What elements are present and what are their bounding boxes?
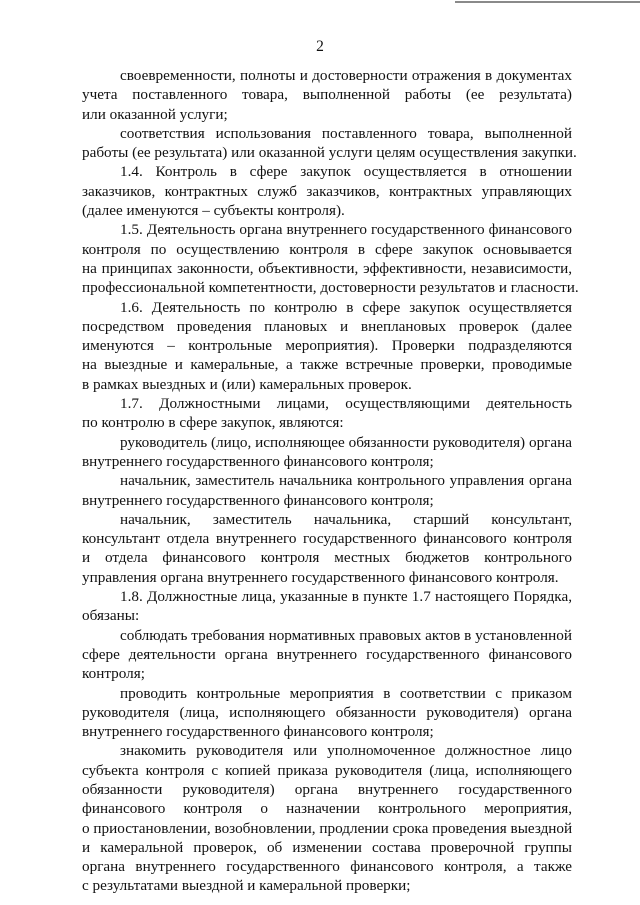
text-line: начальник, заместитель начальника, старший консультант, (120, 510, 572, 528)
text-line: заказчиков, контрактных служб заказчиков, контрактных управляющих (82, 182, 572, 200)
text-line: консультант отдела внутреннего государственного финансового контроля (82, 530, 572, 548)
text-line: 1.4. Контроль в сфере закупок осуществляется в отношении (120, 163, 572, 181)
text-line: о приостановлении, возобновлении, продлении срока проведения выездной (82, 819, 573, 837)
page-number: 2 (316, 38, 324, 55)
text-line: на выездные и камеральные, а также встречные проверки, проводимые (82, 356, 572, 374)
text-line: 1.6. Деятельность по контролю в сфере закупок осуществляется (120, 298, 572, 316)
text-line: посредством проведения плановых и внеплановых проверок (далее (82, 317, 572, 335)
text-line: на принципах законности, объективности, эффективности, независимости, (82, 259, 572, 277)
text-line: с результатами выездной и камеральной проверки; (82, 877, 411, 895)
text-line: внутреннего государственного финансового контроля; (82, 491, 434, 509)
document-body (82, 66, 579, 896)
text-line: по контролю в сфере закупок, являются: (82, 414, 344, 432)
text-line: 1.8. Должностные лица, указанные в пункте 1.7 настоящего Порядка, (120, 588, 572, 606)
text-line: органа внутреннего государственного финансового контроля, а также (82, 858, 572, 876)
text-line: работы (ее результата) или оказанной услуги целям осуществления закупки. (82, 144, 577, 162)
text-line: 1.7. Должностными лицами, осуществляющими деятельность (120, 395, 572, 413)
text-line: руководителя (лица, исполняющего обязанности руководителя) органа (82, 703, 572, 721)
text-line: внутреннего государственного финансового контроля; (82, 452, 434, 470)
text-line: и камеральной проверок, об изменении состава проверочной группы (82, 838, 572, 856)
text-line: именуются – контрольные мероприятия). Проверки подразделяются (82, 337, 572, 355)
text-line: или оказанной услуги; (82, 105, 228, 123)
text-line: соблюдать требования нормативных правовых актов в установленной (120, 626, 572, 644)
text-line: соответствия использования поставленного товара, выполненной (120, 124, 572, 142)
text-line: и отдела финансового контроля местных бюджетов контрольного (82, 549, 572, 567)
text-line: своевременности, полноты и достоверности отражения в документах (120, 67, 572, 84)
text-line: начальник, заместитель начальника контрольного управления органа (120, 472, 572, 490)
text-line: профессиональной компетентности, достоверности результатов и гласности. (82, 279, 579, 297)
text-line: обязаны: (82, 607, 140, 625)
text-line: обязанности руководителя) органа внутреннего государственного (82, 780, 572, 798)
text-line: финансового контроля о назначении контрольного мероприятия, (82, 800, 572, 818)
text-line: контроля; (82, 665, 145, 683)
text-line: проводить контрольные мероприятия в соответствии с приказом (120, 684, 572, 702)
text-line: контроля по осуществлению контроля в сфере закупок основывается (82, 240, 572, 258)
text-line: в рамках выездных и (или) камеральных проверок. (82, 375, 412, 393)
text-line: знакомить руководителя или уполномоченное должностное лицо (120, 742, 572, 760)
text-line: внутреннего государственного финансового контроля; (82, 723, 434, 741)
text-line: 1.5. Деятельность органа внутреннего государственного финансового (120, 221, 572, 239)
text-line: (далее именуются – субъекты контроля). (82, 202, 345, 220)
text-line: сфере деятельности органа внутреннего государственного финансового (82, 645, 572, 663)
text-line: субъекта контроля с копией приказа руководителя (лица, исполняющего (82, 761, 572, 779)
text-line: учета поставленного товара, выполненной работы (ее результата) (82, 86, 572, 104)
text-line: руководитель (лицо, исполняющее обязанности руководителя) органа (120, 433, 572, 451)
scan-edge-line (455, 1, 640, 3)
text-line: управления органа внутреннего государственного финансового контроля. (82, 568, 559, 586)
